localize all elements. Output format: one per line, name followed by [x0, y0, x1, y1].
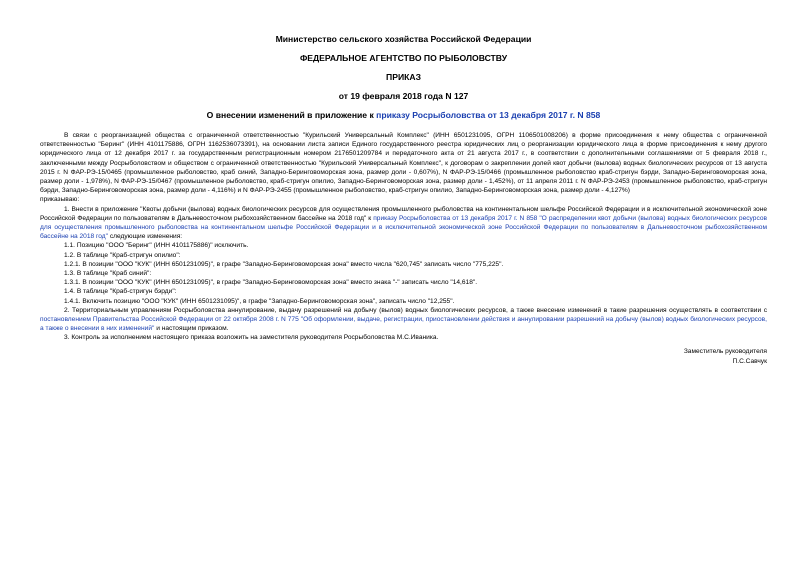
- paragraph-1-text: 1. Внести в приложение "Квоты добычи (вылова) водных биологических ресурсов для осуществления промышленного рыболовства на континентальном шельфе Российской Федерации и в исключительной экономической зоне Российской Федерации по пользователям в Дальневосточном рыбохозяйственном бассейне на 2018 год" к: [40, 205, 767, 222]
- document-title-text: О внесении изменений в приложение к: [206, 110, 377, 120]
- signatory-name: П.С.Савчук: [732, 357, 767, 365]
- document-body: [40, 131, 767, 343]
- item-1-1: 1.1. Позицию "ООО "Беринг" (ИНН 4101175886)" исключить.: [64, 242, 249, 250]
- item-1-3-1: 1.3.1. В позиции "ООО "КУК" (ИНН 6501231095)", в графе "Западно-Беринговоморская зона" вместо знака "-" записать число "14,618".: [64, 279, 478, 287]
- agency-name: ФЕДЕРАЛЬНОЕ АГЕНТСТВО ПО РЫБОЛОВСТВУ: [299, 53, 508, 63]
- paragraph-1: [40, 205, 767, 242]
- item-1-4-1: 1.4.1. Включить позицию "ООО "КУК" (ИНН 6501231095)", в графе "Западно-Беринговоморская зона", записать число "12,255".: [64, 297, 455, 305]
- signature-block: [40, 347, 767, 367]
- paragraph-3: 3. Контроль за исполнением настоящего приказа возложить на заместителя руководителя Росрыболовства М.С.Иваника.: [64, 334, 439, 342]
- item-1-4: 1.4. В таблице "Краб-стригун бэрди":: [64, 288, 177, 296]
- document-title-link[interactable]: приказу Росрыболовства от 13 декабря 2017 г. N 858: [376, 110, 601, 120]
- order-word: приказываю:: [40, 196, 80, 204]
- document-type: ПРИКАЗ: [386, 72, 421, 82]
- document-date-number: от 19 февраля 2018 года N 127: [338, 91, 469, 101]
- item-1-2-1: 1.2.1. В позиции "ООО "КУК" (ИНН 6501231095)", в графе "Западно-Беринговоморская зона" вместо числа "620,745" записать число "775,225".: [64, 260, 504, 268]
- paragraph-2-text: 2. Территориальным управлениям Росрыболовства аннулирование, выдачу разрешений на добычу (вылов) водных биологических ресурсов, а также внесение изменений в такие разрешения осуществлять в соответствии с: [64, 306, 767, 314]
- paragraph-1-tail: следующие изменения:: [108, 233, 183, 241]
- resolution-775-link[interactable]: постановлением Правительства Российской Федерации от 22 октября 2008 г. N 775 "Об оформлении, выдаче, регистрации, приостановлении действия и аннулировании разрешений на добычу (вылов) водных биологических ресурсов, а также о внесении в них изменений": [40, 316, 767, 333]
- item-1-2: 1.2. В таблице "Краб-стригун опилио":: [64, 251, 181, 259]
- paragraph-2: [40, 306, 767, 334]
- intro-paragraph: В связи с реорганизацией общества с ограниченной ответственностью "Курильский Универсальный Комплекс" (ИНН 6501231095, ОГРН 1106501008206) в форме присоединения к нему общества с ограниченной ответственностью "Беринг" (ИНН 4101175886, ОГРН 1162536073391), на основании листа записи Единого государственного реестра юридических лиц о реорганизации юридического лица в форме присоединения к нему другого юридического лица от 12 декабря 2017 г. за государственным регистрационным номером 2176501209784 и передаточного акта от 21 августа 2017 г., в соответствии с дополнительными соглашениями от 5 февраля 2018 г., заключенными между Росрыболовством и обществом с ограниченной ответственностью "Курильский Универсальный Комплекс", к договорам о закреплении долей квот добычи (вылова) водных биологических ресурсов от 13 августа 2015 г. N ФАР-РЭ-15/0465 (промышленное рыболовство, краб синий, Западно-Беринговоморская зона, размер доли - 0,607%), N ФАР-РЭ-15/0466 (промышленное рыболовство краб-стригун бэрди, Западно-Беринговоморская зона, размер доли - 1,978%), N ФАР-РЭ-15/0467 (промышленное рыболовство, краб-стригун опилио, Западно-Беринговоморская зона, размер доли - 1,452%), от 11 апреля 2011 г. N ФАР-РЭ-2453 (промышленное рыболовство, краб-стригун бэрди, Западно-Беринговоморская зона, размер доли - 4,116%) и N ФАР-РЭ-2455 (промышленное рыболовство, краб-стригун опилио, Западно-Беринговоморская зона, размер доли - 4,127%): [40, 132, 767, 195]
- signatory-position: Заместитель руководителя: [683, 347, 767, 355]
- ministry-name: Министерство сельского хозяйства Российской Федерации: [275, 34, 532, 44]
- order-858-link[interactable]: приказу Росрыболовства от 13 декабря 2017 г. N 858 "О распределении квот добычи (вылова) водных биологических ресурсов для осуществления промышленного рыболовства на континентальном шельфе Российской Федерации и в исключительной экономической зоне Российской Федерации по пользователям в Дальневосточном рыбохозяйственном бассейне на 2018 год": [40, 214, 767, 241]
- paragraph-2-tail: и настоящим приказом.: [154, 325, 229, 333]
- document-title: [40, 110, 767, 121]
- item-1-3: 1.3. В таблице "Краб синий":: [64, 270, 152, 278]
